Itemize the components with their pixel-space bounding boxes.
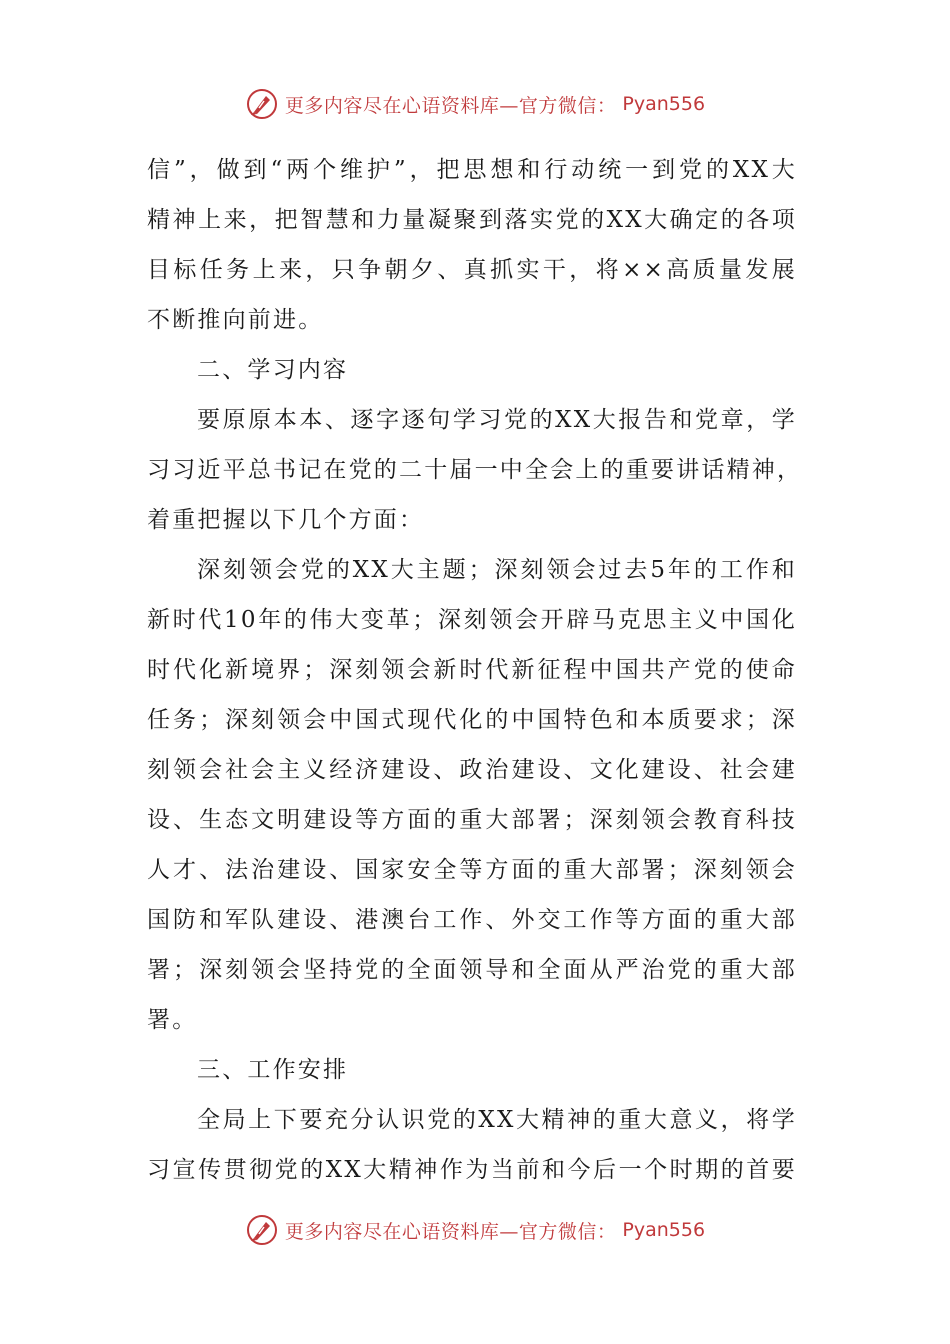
footer-watermark-banner xyxy=(0,1210,950,1250)
body-line: 信”，做到“两个维护”，把思想和行动统一到党的XX大 xyxy=(147,157,797,183)
body-line: 人才、法治建设、国家安全等方面的重大部署；深刻领会 xyxy=(147,857,797,883)
pen-nib-logo-icon xyxy=(245,87,279,121)
body-line: 任务；深刻领会中国式现代化的中国特色和本质要求；深 xyxy=(147,707,797,733)
body-line: 新时代10年的伟大变革；深刻领会开辟马克思主义中国化 xyxy=(147,607,797,633)
body-line: 时代化新境界；深刻领会新时代新征程中国共产党的使命 xyxy=(147,657,797,683)
body-line: 不断推向前进。 xyxy=(147,307,324,333)
section-heading: 二、学习内容 xyxy=(197,357,349,383)
footer-banner-text: 更多内容尽在心语资料库—官方微信： xyxy=(284,1220,617,1243)
header-wechat-id: Pyan556 xyxy=(622,93,706,115)
header-watermark-banner xyxy=(0,84,950,124)
header-banner-text: 更多内容尽在心语资料库—官方微信： xyxy=(284,94,617,117)
body-line: 要原原本本、逐字逐句学习党的XX大报告和党章，学 xyxy=(197,407,797,433)
body-line: 全局上下要充分认识党的XX大精神的重大意义，将学 xyxy=(197,1107,797,1133)
body-line: 着重把握以下几个方面： xyxy=(147,507,425,533)
body-line: 深刻领会党的XX大主题；深刻领会过去5年的工作和 xyxy=(197,557,797,583)
pen-nib-logo-icon xyxy=(245,1213,279,1247)
footer-wechat-id: Pyan556 xyxy=(622,1219,706,1241)
document-body xyxy=(147,145,803,1195)
body-line: 刻领会社会主义经济建设、政治建设、文化建设、社会建 xyxy=(147,757,797,783)
body-line: 精神上来，把智慧和力量凝聚到落实党的XX大确定的各项 xyxy=(147,207,797,233)
body-line: 目标任务上来，只争朝夕、真抓实干，将××高质量发展 xyxy=(147,257,797,283)
body-line: 国防和军队建设、港澳台工作、外交工作等方面的重大部 xyxy=(147,907,797,933)
body-line: 署。 xyxy=(147,1007,198,1033)
body-line: 设、生态文明建设等方面的重大部署；深刻领会教育科技 xyxy=(147,807,797,833)
body-line: 习习近平总书记在党的二十届一中全会上的重要讲话精神， xyxy=(147,457,803,483)
section-heading: 三、工作安排 xyxy=(197,1057,349,1083)
body-line: 习宣传贯彻党的XX大精神作为当前和今后一个时期的首要 xyxy=(147,1157,797,1183)
body-line: 署；深刻领会坚持党的全面领导和全面从严治党的重大部 xyxy=(147,957,797,983)
